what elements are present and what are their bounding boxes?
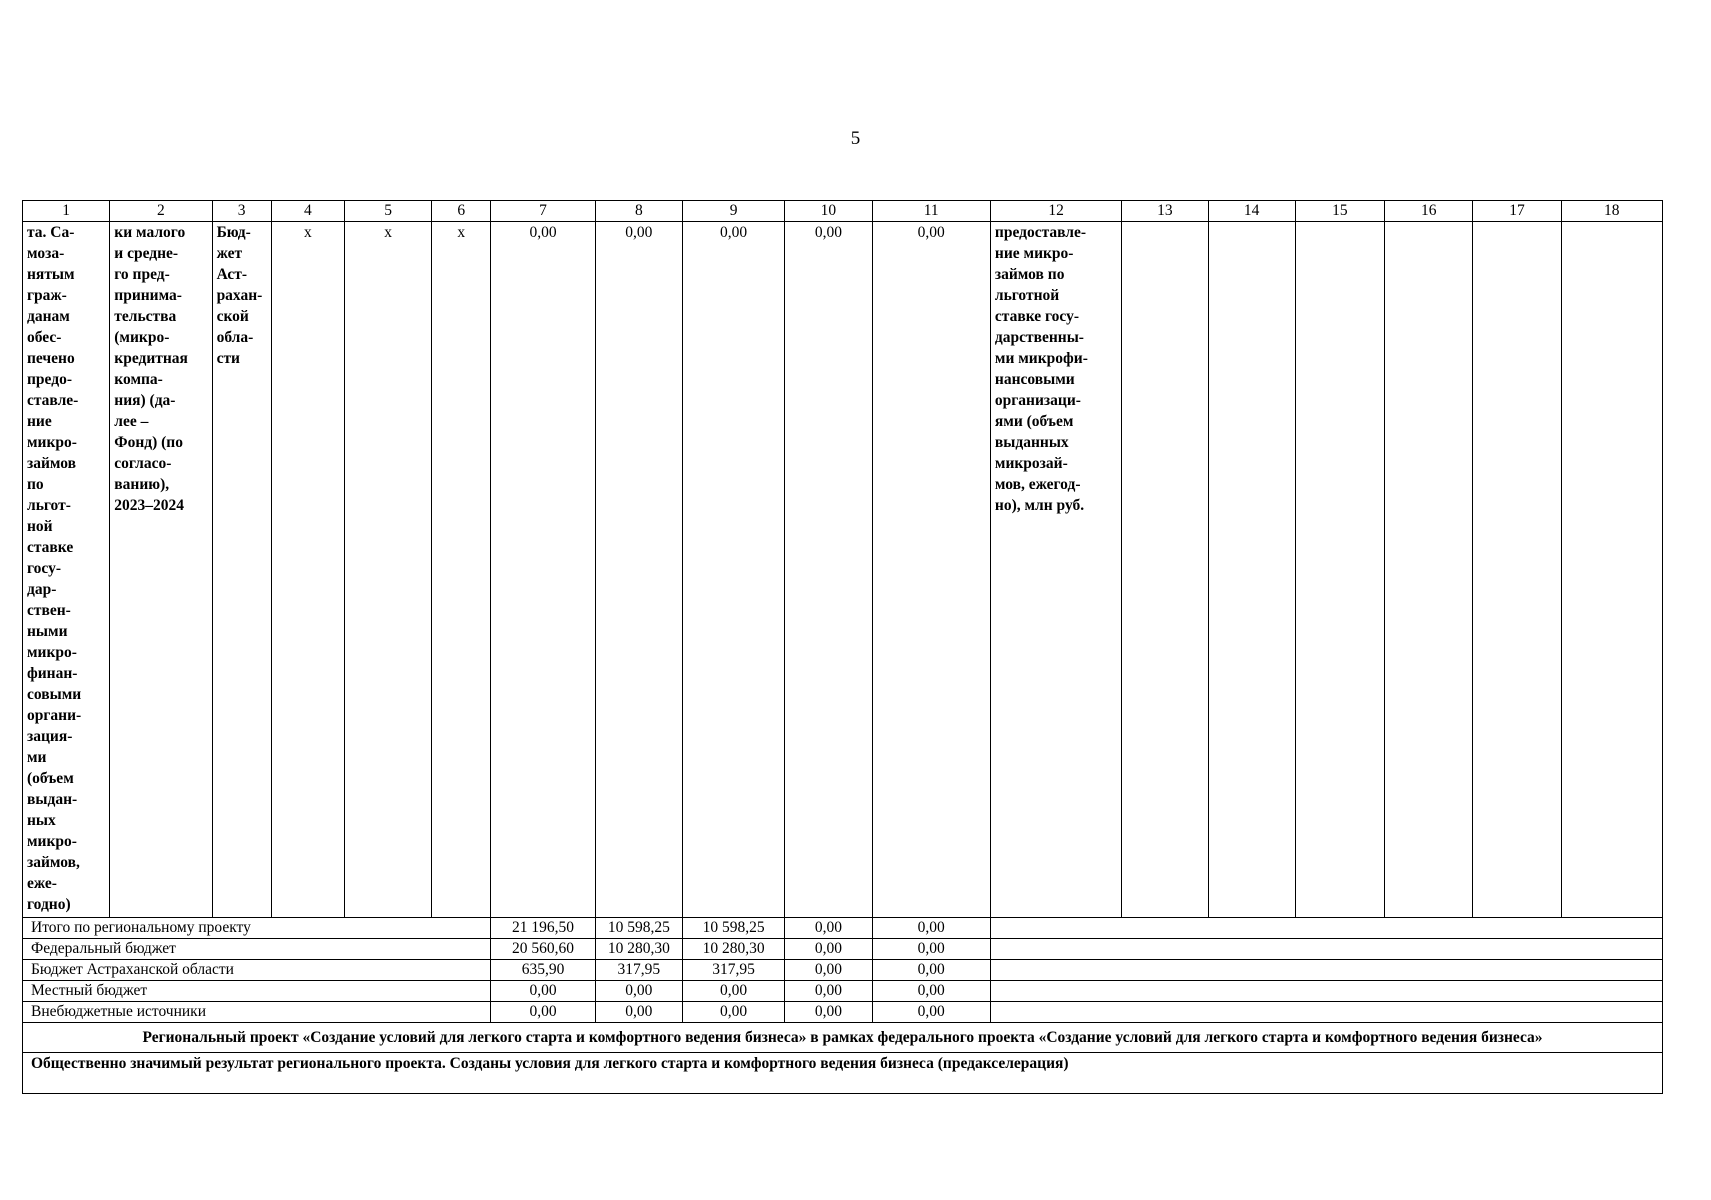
column-number: 12	[990, 201, 1121, 222]
summary-row-extrabudget	[23, 1002, 1663, 1023]
column-number-row	[23, 201, 1663, 222]
measure-row	[23, 222, 1663, 918]
column-number: 3	[212, 201, 271, 222]
summary-value: 0,00	[785, 918, 872, 939]
cell-col13	[1122, 222, 1208, 918]
measure-description-cell: та. Са- моза- нятым граж- данам обес- печено предо- ставле- ние микро- займов по льгот- ной ставке госу- дар- ствен- ными микро- финан- совыми органи- зация- ми (объем выдан- ных микро- займов, еже- годно)	[23, 222, 110, 918]
executor-cell: ки малого и средне- го пред- принима- тельства (микро- кредитная компа- ния) (да- лее – Фонд) (по согласо- ванию), 2023–2024	[110, 222, 212, 918]
summary-value: 0,00	[595, 1002, 682, 1023]
summary-value: 0,00	[785, 981, 872, 1002]
summary-value: 0,00	[491, 1002, 595, 1023]
summary-value: 0,00	[872, 918, 990, 939]
cell-col4: x	[271, 222, 344, 918]
column-number: 9	[682, 201, 784, 222]
column-number: 14	[1208, 201, 1295, 222]
summary-value: 0,00	[872, 939, 990, 960]
project-banner-row	[23, 1023, 1663, 1053]
column-number: 5	[344, 201, 431, 222]
page-number: 5	[850, 128, 861, 149]
column-number: 13	[1122, 201, 1208, 222]
column-number: 4	[271, 201, 344, 222]
summary-value: 10 280,30	[682, 939, 784, 960]
summary-label: Внебюджетные источники	[23, 1002, 491, 1023]
summary-label: Местный бюджет	[23, 981, 491, 1002]
summary-empty	[990, 918, 1662, 939]
column-number: 18	[1561, 201, 1662, 222]
cell-col7: 0,00	[491, 222, 595, 918]
cell-col5: x	[344, 222, 431, 918]
cell-col10: 0,00	[785, 222, 872, 918]
column-number: 10	[785, 201, 872, 222]
summary-value: 0,00	[785, 939, 872, 960]
cell-col14	[1208, 222, 1295, 918]
summary-value: 0,00	[785, 1002, 872, 1023]
summary-value: 10 598,25	[682, 918, 784, 939]
cell-col18	[1561, 222, 1662, 918]
summary-row-regional	[23, 960, 1663, 981]
project-banner: Региональный проект «Создание условий для легкого старта и комфортного ведения бизнеса» в рамках федерального проекта «Создание условий для легкого старта и комфортного ведения бизнеса»	[23, 1023, 1663, 1053]
summary-value: 0,00	[682, 981, 784, 1002]
summary-value: 317,95	[682, 960, 784, 981]
result-row	[23, 1053, 1663, 1094]
summary-empty	[990, 981, 1662, 1002]
summary-value: 0,00	[872, 981, 990, 1002]
column-number: 6	[432, 201, 491, 222]
summary-value: 20 560,60	[491, 939, 595, 960]
column-number: 2	[110, 201, 212, 222]
column-number: 16	[1385, 201, 1473, 222]
column-number: 15	[1295, 201, 1384, 222]
cell-col17	[1473, 222, 1561, 918]
column-number: 1	[23, 201, 110, 222]
summary-empty	[990, 1002, 1662, 1023]
summary-value: 10 280,30	[595, 939, 682, 960]
indicator-cell: предоставле- ние микро- займов по льготной ставке госу- дарственны- ми микрофи- нансовыми организаци- ями (объем выданных микрозай- мов, ежегод- но), млн руб.	[990, 222, 1121, 918]
column-number: 17	[1473, 201, 1561, 222]
summary-label: Бюджет Астраханской области	[23, 960, 491, 981]
result-text: Общественно значимый результат регионального проекта. Созданы условия для легкого старта и комфортного ведения бизнеса (предакселерация)	[23, 1053, 1663, 1094]
summary-value: 0,00	[872, 960, 990, 981]
summary-value: 0,00	[682, 1002, 784, 1023]
cell-col6: x	[432, 222, 491, 918]
summary-value: 0,00	[595, 981, 682, 1002]
budget-table	[22, 200, 1663, 1094]
summary-empty	[990, 960, 1662, 981]
budget-source-cell: Бюд- жет Аст- рахан- ской обла- сти	[212, 222, 271, 918]
summary-value: 10 598,25	[595, 918, 682, 939]
summary-row-federal	[23, 939, 1663, 960]
summary-value: 0,00	[785, 960, 872, 981]
cell-col15	[1295, 222, 1384, 918]
summary-label: Федеральный бюджет	[23, 939, 491, 960]
summary-value: 635,90	[491, 960, 595, 981]
summary-value: 21 196,50	[491, 918, 595, 939]
cell-col8: 0,00	[595, 222, 682, 918]
summary-row-total	[23, 918, 1663, 939]
summary-value: 0,00	[872, 1002, 990, 1023]
summary-row-local	[23, 981, 1663, 1002]
summary-label: Итого по региональному проекту	[23, 918, 491, 939]
column-number: 7	[491, 201, 595, 222]
column-number: 8	[595, 201, 682, 222]
cell-col11: 0,00	[872, 222, 990, 918]
summary-value: 317,95	[595, 960, 682, 981]
cell-col9: 0,00	[682, 222, 784, 918]
summary-value: 0,00	[491, 981, 595, 1002]
column-number: 11	[872, 201, 990, 222]
summary-empty	[990, 939, 1662, 960]
cell-col16	[1385, 222, 1473, 918]
